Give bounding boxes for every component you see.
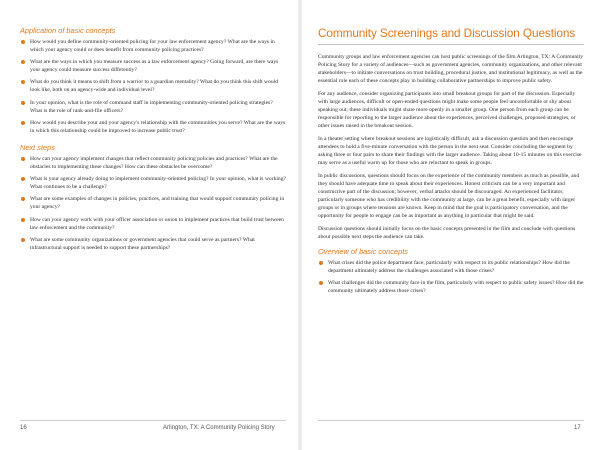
title-divider [318,44,584,45]
list-item: What are some examples of changes in policies, practices, and training that would support community policing in your agency? [20,195,286,211]
body-paragraph: In a theater setting where breakout sessions are logistically difficult, ask a discussion question and then encourage attendees to hold a five-minute conversation with the person in the next seat. Consider concluding the segment by asking three or four pairs to share their findings with the larger audience. Taking about 10-15 minutes on this exercise may serve as a useful warm up for those who are reluctant to speak in groups. [318,136,582,166]
bullet-icon [21,60,25,64]
list-item: What are the ways in which you measure success as a law enforcement agency? Going forward, are there ways your agency could measure success differently? [20,58,286,74]
body-paragraph: Community groups and law enforcement agencies can host public screenings of the film Arlington, TX: A Community Policing Story for a variety of audiences—such as government agencies, community organizations, and other relevant stakeholders—to initiate conversations on trust building, procedural justice, and institutional legitimacy, as well as the essential role each of these concepts play in building collaborative partnerships to improve public safety. [318,54,584,84]
bullet-icon [21,80,25,84]
list-item: How would you describe your and your agency's relationship with the communities you serve? What are the ways in which this relationship could be improved to increase public trust? [20,119,286,135]
next-steps-question-list [20,155,286,252]
page-number-right: 17 [574,425,581,431]
bullet-icon [21,101,25,105]
section-title-application: Application of basic concepts [20,26,116,35]
overview-question-list [318,259,584,295]
bullet-icon [319,261,323,265]
footer-divider-right [318,420,584,421]
list-item: What is your agency already doing to implement community-oriented policing? In your opinion, what is working? What continues to be a challenge? [20,175,286,191]
section-title-next-steps: Next steps [20,142,55,152]
bullet-icon [21,197,25,201]
list-item: In your opinion, what is the role of command staff in implementing community-oriented policing strategies? What is the role of rank-and-file officers? [20,99,286,115]
bullet-icon [21,177,25,181]
bullet-icon [21,157,25,161]
body-paragraph: In public discussions, questions should focus on the experience of the community members as much as possible, and they should have adequate time to speak about their experiences. Honest criticism can be a very important and constructive part of the discussion; however, verbal attacks should be discouraged. An experienced facilitator, particularly someone who has credibility with the community at large, can be a great benefit, especially with larger groups or in groups where tensions are known. Keep in mind that the goal is participatory conversation, and the opportunity for people to engage can be as important as anything in particular that might be said. [318,173,580,219]
page-number-left: 16 [20,425,27,431]
list-item: How can your agency work with your officer association or union to implement practices that build trust between law enforcement and the community? [20,216,286,232]
body-paragraph: Discussion questions should initially focus on the basic concepts presented in the film and conclude with questions about possible next steps the audience can take. [318,226,576,240]
footer-divider-left [20,420,286,421]
right-page [300,0,600,450]
bullet-icon [319,281,323,285]
bullet-icon [21,121,25,125]
section-title-overview: Overview of basic concepts [318,247,408,256]
body-paragraph: For any audience, consider organizing participants into small breakout groups for part of the discussion. Especially with large audiences, difficult or open-ended questions might make some people feel uncomfortable or shy about speaking out; these individuals might share more openly in a smaller group. One person from each group can be responsible for reporting to the larger audience about the experiences, perceived challenges, proposed strategies, or other issues raised in the breakout session. [318,91,576,129]
footer-book-title: Arlington, TX: A Community Policing Story [163,425,275,431]
list-item: What challenges did the community face in the film, particularly with respect to public safety issues? How did the community ultimately address those crises? [318,279,584,295]
list-item: What crises did the police department face, particularly with respect to its public relationships? How did the department ultimately address the challenges associated with those crises? [318,259,584,275]
application-question-list [20,38,286,135]
list-item: How can your agency implement changes that reflect community policing policies and practices? What are the obstacles to implementing these changes? How can these obstacles be overcome? [20,155,286,171]
list-item: How would you define community-oriented policing for your law enforcement agency? What are the ways in which your agency could or does benefit from community policing practices? [20,38,286,54]
bullet-icon [21,218,25,222]
bullet-icon [21,238,25,242]
list-item: What are some community organizations or government agencies that could serve as partners? What infrastructural support is needed to support these partnerships? [20,236,286,252]
bullet-icon [21,40,25,44]
list-item: What do you think it means to shift from a warrior to a guardian mentality? What do you think this shift would look like, both on an agency-wide and individual level? [20,78,286,94]
page-title: Community Screenings and Discussion Questions [318,26,576,40]
